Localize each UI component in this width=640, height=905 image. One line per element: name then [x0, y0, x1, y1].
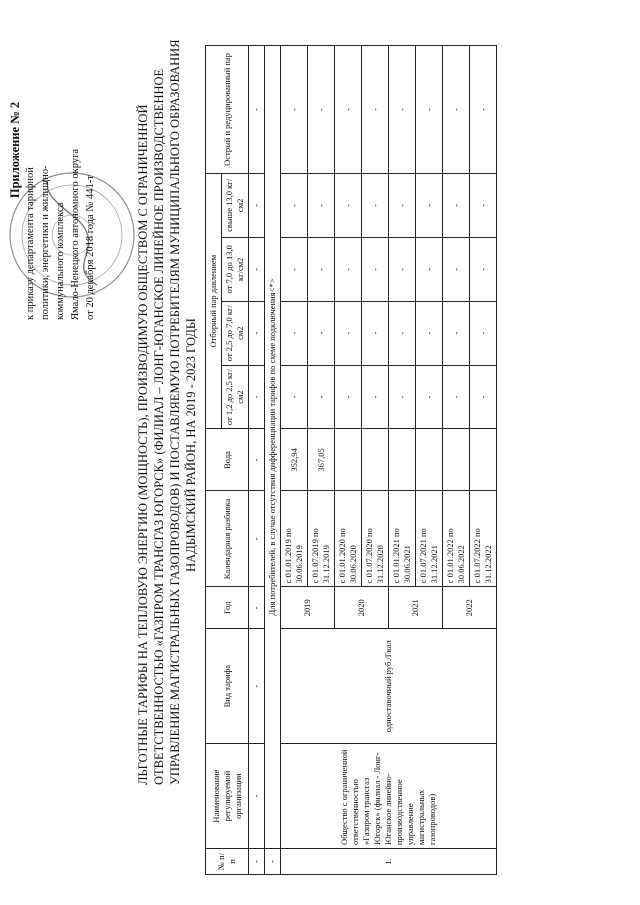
steam-value-cell: -: [308, 365, 335, 429]
period-cell: с 01.01.2019 по 30.06.2019: [281, 491, 308, 587]
period-cell: с 01.07.2020 по 31.12.2020: [362, 491, 389, 587]
table-cell: -: [249, 744, 265, 849]
header-tariff-type: Вид тарифа: [206, 629, 249, 744]
year-cell: 2019: [281, 587, 335, 629]
steam-value-cell: -: [308, 173, 335, 237]
heading-line: ОТВЕТСТВЕННОСТЬЮ «ГАЗПРОМ ТРАНСГАЗ ЮГОРСК» (ФИЛИАЛ – ЛОНГ-ЮГАНСКОЕ ЛИНЕЙНОЕ ПРОИЗВОДСТВЕННОЕ: [152, 68, 166, 785]
table-cell: -: [249, 629, 265, 744]
header-sharp-steam: Острый и редуцированный пар: [206, 46, 249, 174]
steam-value-cell: -: [443, 365, 470, 429]
steam-value-cell: -: [470, 237, 497, 301]
water-value-cell: 352,94: [281, 429, 308, 491]
steam-value-cell: -: [470, 173, 497, 237]
steam-value-cell: -: [362, 237, 389, 301]
table-cell: -: [249, 365, 265, 429]
water-value-cell: [335, 429, 362, 491]
approval-block: [8, 20, 98, 320]
approval-line: политики, энергетики и жилищно-: [40, 165, 51, 320]
steam-value-cell: -: [443, 301, 470, 365]
year-cell: 2021: [389, 587, 443, 629]
period-cell: с 01.07.2019 по 31.12.2019: [308, 491, 335, 587]
tariff-type-cell: одноставочный руб./Гкал: [281, 629, 497, 744]
sharp-steam-value-cell: -: [416, 46, 443, 174]
appendix-title: Приложение № 2: [8, 101, 22, 199]
steam-value-cell: -: [389, 301, 416, 365]
header-org: Наименование регулируемой организации: [206, 744, 249, 849]
steam-value-cell: -: [362, 365, 389, 429]
steam-value-cell: -: [335, 237, 362, 301]
header-steam-col: от 2,5 до 7,0 кг/см2: [222, 301, 249, 365]
document-heading: [135, 39, 199, 785]
year-cell: 2020: [335, 587, 389, 629]
steam-value-cell: -: [335, 301, 362, 365]
table-cell: -: [249, 173, 265, 237]
sharp-steam-value-cell: -: [443, 46, 470, 174]
steam-value-cell: -: [362, 301, 389, 365]
period-cell: с 01.07.2021 по 31.12.2021: [416, 491, 443, 587]
heading-line: ЛЬГОТНЫЕ ТАРИФЫ НА ТЕПЛОВУЮ ЭНЕРГИЮ (МОЩНОСТЬ), ПРОИЗВОДИМУЮ ОБЩЕСТВОМ С ОГРАНИЧЕННОЙ: [136, 104, 150, 785]
steam-value-cell: -: [416, 173, 443, 237]
table-cell: -: [249, 46, 265, 174]
water-value-cell: [362, 429, 389, 491]
sharp-steam-value-cell: -: [362, 46, 389, 174]
table-cell: -: [265, 849, 281, 875]
steam-value-cell: -: [281, 173, 308, 237]
header-year: Год: [206, 587, 249, 629]
steam-value-cell: -: [281, 365, 308, 429]
approval-line: коммунального комплекса: [55, 202, 66, 320]
table-cell: -: [249, 491, 265, 587]
steam-value-cell: -: [281, 301, 308, 365]
steam-value-cell: -: [389, 173, 416, 237]
steam-value-cell: -: [308, 237, 335, 301]
steam-value-cell: -: [362, 173, 389, 237]
table-cell: -: [249, 849, 265, 875]
approval-line: Ямало-Ненецкого автономного округа: [70, 148, 81, 320]
steam-value-cell: -: [416, 365, 443, 429]
heading-line: НАДЫМСКИЙ РАЙОН, НА 2019 - 2023 ГОДЫ: [184, 318, 198, 572]
period-cell: с 01.01.2020 по 30.06.2020: [335, 491, 362, 587]
sharp-steam-value-cell: -: [281, 46, 308, 174]
header-steam: Отборный пар давлением: [206, 173, 222, 429]
period-cell: с 01.07.2022 по 31.12.2022: [470, 491, 497, 587]
table-cell: -: [249, 237, 265, 301]
approval-line: к приказу департамента тарифной: [25, 167, 36, 320]
steam-value-cell: -: [416, 301, 443, 365]
header-steam-col: от 7,0 до 13,0 кг/см2: [222, 237, 249, 301]
steam-value-cell: -: [389, 365, 416, 429]
steam-value-cell: -: [335, 173, 362, 237]
sharp-steam-value-cell: -: [470, 46, 497, 174]
table-cell: -: [249, 587, 265, 629]
header-period: Календарная разбивка: [206, 491, 249, 587]
period-cell: с 01.01.2021 по 30.06.2021: [389, 491, 416, 587]
table-header-row: [206, 46, 222, 875]
water-value-cell: [443, 429, 470, 491]
water-value-cell: [389, 429, 416, 491]
table-row: [281, 46, 308, 875]
header-num: № п/п: [206, 849, 249, 875]
row-number: 1.: [281, 849, 497, 875]
tariff-body: [281, 46, 497, 875]
sharp-steam-value-cell: -: [308, 46, 335, 174]
table-note-row: [265, 46, 281, 875]
table-cell: -: [249, 429, 265, 491]
steam-value-cell: -: [470, 365, 497, 429]
steam-value-cell: -: [335, 365, 362, 429]
sharp-steam-value-cell: -: [389, 46, 416, 174]
org-name-cell: Общество с ограниченной ответственностью «Газпром трансгаз Югорск» (филиал - Лонг-Юганское линейно-производственное управление магистральных газопроводов): [281, 744, 497, 849]
steam-value-cell: -: [416, 237, 443, 301]
heading-line: УПРАВЛЕНИЕ МАГИСТРАЛЬНЫХ ГАЗОПРОВОДОВ) И ПОСТАВЛЯЕМУЮ ПОТРЕБИТЕЛЯМ МУНИЦИПАЛЬНОГО ОБРАЗОВАНИЯ: [168, 39, 182, 785]
header-water: Вода: [206, 429, 249, 491]
header-steam-col: свыше 13,0 кг/см2: [222, 173, 249, 237]
steam-value-cell: -: [389, 237, 416, 301]
tariff-table: [205, 45, 497, 875]
header-steam-col: от 1,2 до 2,5 кг/см2: [222, 365, 249, 429]
table-cell: -: [249, 301, 265, 365]
steam-value-cell: -: [443, 173, 470, 237]
table-dash-row: [249, 46, 265, 875]
steam-value-cell: -: [443, 237, 470, 301]
sharp-steam-value-cell: -: [335, 46, 362, 174]
consumer-note: Для потребителей, в случае отсутствия дифференциации тарифов по схеме подключения<*>: [265, 46, 281, 849]
steam-value-cell: -: [470, 301, 497, 365]
year-cell: 2022: [443, 587, 497, 629]
water-value-cell: [470, 429, 497, 491]
water-value-cell: 367,05: [308, 429, 335, 491]
period-cell: с 01.01.2022 по 30.06.2022: [443, 491, 470, 587]
approval-line-date: от 20 декабря 2018 года № 441-т: [85, 175, 96, 320]
steam-value-cell: -: [281, 237, 308, 301]
steam-value-cell: -: [308, 301, 335, 365]
water-value-cell: [416, 429, 443, 491]
